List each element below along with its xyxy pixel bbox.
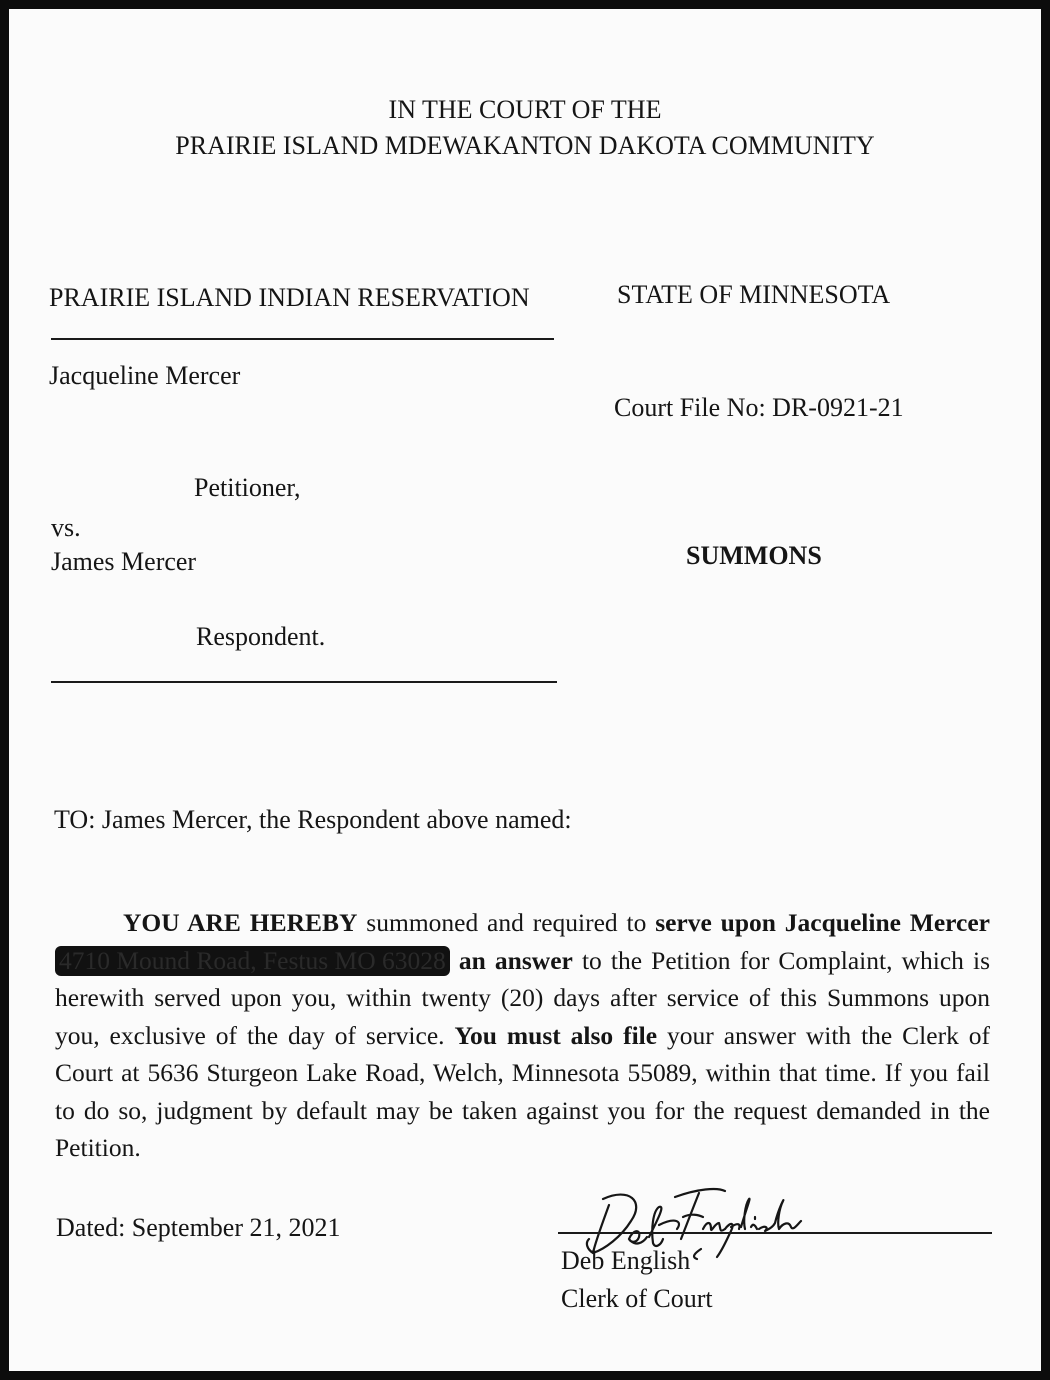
answer-emphasis: an answer [458,945,573,975]
dated-line: Dated: September 21, 2021 [56,1213,341,1242]
petitioner-role: Petitioner, [194,473,301,502]
paragraph-text-3: your answer with the Clerk of Court at 5636 Sturgeon Lake Road, Welch, Minnesota 55089, within that time. If you fail to do so, judgment by default may be taken against you for the request demanded in the Petition. [55,1020,990,1162]
caption-top-rule [51,338,554,340]
court-file-number: Court File No: DR-0921-21 [614,393,904,422]
clerk-name: Deb English [561,1246,691,1275]
state-label: STATE OF MINNESOTA [617,280,891,309]
paragraph-text-1: summoned and required to [357,908,656,937]
serve-upon-emphasis: serve upon Jacqueline Mercer [655,908,990,937]
document-title: SUMMONS [686,541,822,570]
redacted-address: 4710 Mound Road, Festus MO 63028 [55,946,450,976]
addressee-line: TO: James Mercer, the Respondent above named: [54,805,572,834]
summons-paragraph [55,904,990,1167]
jurisdiction-label: PRAIRIE ISLAND INDIAN RESERVATION [49,283,530,312]
paragraph-text-2: to the Petition for Complaint, which is herewith served upon you, within twenty (20) days after service of this Summons upon you, exclusive of the day of service. [55,945,990,1050]
petitioner-name: Jacqueline Mercer [49,361,241,390]
court-header-line-1: IN THE COURT OF THE [388,95,662,124]
court-header-line-2: PRAIRIE ISLAND MDEWAKANTON DAKOTA COMMUNITY [175,131,875,160]
hereby-emphasis: YOU ARE HEREBY [123,908,358,937]
signature-line [558,1232,992,1234]
respondent-role: Respondent. [196,622,326,651]
respondent-name: James Mercer [51,547,197,576]
caption-bottom-rule [51,681,557,683]
versus-label: vs. [51,513,81,542]
must-file-emphasis: You must also file [454,1020,658,1050]
clerk-title: Clerk of Court [561,1284,713,1313]
